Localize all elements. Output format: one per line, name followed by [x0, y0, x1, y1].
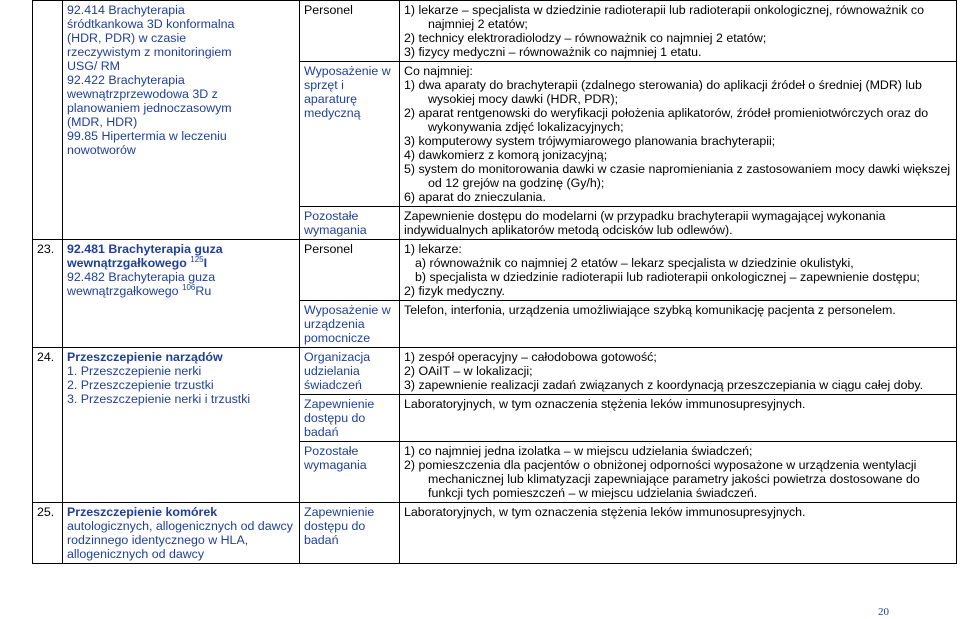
requirement-content	[400, 240, 957, 301]
procedure-line: nowotworów	[67, 143, 136, 157]
requirement-item: 2) aparat rentgenowski do weryfikacji położenia aplikatorów, źródeł promieniotwórczych oraz do wykonywania zdjęć lokalizacyjnych;	[404, 106, 929, 134]
requirement-content	[400, 442, 957, 503]
procedure-line: (HDR, PDR) w czasie	[67, 31, 187, 45]
page-number: 20	[878, 606, 889, 618]
procedure-title	[67, 242, 295, 270]
requirement-label: Pozostałe wymagania	[300, 207, 400, 240]
table-row	[33, 503, 957, 564]
requirement-item: 2) fizyk medyczny.	[404, 284, 505, 298]
procedure-description: autologicznych, allogenicznych od dawcy rodzinnego identycznego w HLA, allogenicznych od dawcy	[67, 519, 293, 561]
isotope-mass: 125	[190, 255, 204, 264]
procedure-line: śródtkankowa 3D konformalna	[67, 17, 235, 31]
requirement-label: Personel	[300, 1, 400, 62]
requirement-item: 2) technicy elektroradiolodzy – równoważnik co najmniej 2 etatów;	[404, 31, 767, 45]
requirement-item: 6) aparat do znieczulania.	[404, 190, 546, 204]
isotope-mass: 106	[182, 283, 196, 292]
requirement-intro: Co najmniej:	[404, 64, 473, 78]
procedure-line: 92.422 Brachyterapia	[67, 73, 185, 87]
isotope-symbol: I	[203, 256, 208, 270]
procedure-line: planowaniem jednoczasowym	[67, 101, 232, 115]
procedure-line: 99.85 Hipertermia w leczeniu	[67, 129, 227, 143]
procedure-item: 3. Przeszczepienie nerki i trzustki	[67, 392, 251, 406]
isotope-symbol: Ru	[195, 284, 212, 298]
requirement-item: 3) zapewnienie realizacji zadań związanych z koordynacją przeszczepiania w ciągu całej doby.	[404, 378, 924, 392]
requirement-content: Laboratoryjnych, w tym oznaczenia stężenia leków immunosupresyjnych.	[400, 395, 957, 442]
procedure-title	[67, 270, 295, 298]
requirement-content: Zapewnienie dostępu do modelarni (w przypadku brachyterapii wymagającej wykonania indywidualnych aplikatorów metodą odcisków lub odlewów).	[400, 207, 957, 240]
requirement-label: Wyposażenie w urządzenia pomocnicze	[300, 301, 400, 348]
requirement-item: 1) co najmniej jedna izolatka – w miejscu udzielania świadczeń;	[404, 444, 753, 458]
requirement-label: Organizacja udzielania świadczeń	[300, 348, 400, 395]
requirement-label: Personel	[300, 240, 400, 301]
requirement-label: Pozostałe wymagania	[300, 442, 400, 503]
requirement-item: 3) komputerowy system trójwymiarowego planowania brachyterapii;	[404, 134, 776, 148]
procedure-title: Przeszczepienie komórek	[67, 505, 218, 519]
procedure-name: 92.481 Brachyterapia guza wewnątrzgałkowego	[67, 242, 223, 270]
requirements-table	[32, 0, 957, 564]
procedure-cell	[63, 1, 300, 240]
procedure-name: 92.482 Brachyterapia guza wewnątrzgałkowego	[67, 270, 216, 298]
procedure-line: 92.414 Brachyterapia	[67, 3, 185, 17]
row-number-cell: 24.	[33, 348, 63, 503]
requirement-label: Zapewnienie dostępu do badań	[300, 395, 400, 442]
requirement-item: b) specjalista w dziedzinie radioterapii lub radioterapii onkologicznej – zapewnienie dostępu;	[415, 270, 920, 284]
requirement-item: 1) lekarze:	[404, 242, 462, 256]
requirement-item: 1) zespół operacyjny – całodobowa gotowość;	[404, 350, 657, 364]
requirement-item: a) równoważnik co najmniej 2 etatów – lekarz specjalista w dziedzinie okulistyki,	[415, 256, 854, 270]
requirement-item: 5) system do monitorowania dawki w czasie napromieniania z zastosowaniem mocy dawki większej od 12 grejów na godzinę (Gy/h);	[404, 162, 951, 190]
procedure-item: 2. Przeszczepienie trzustki	[67, 378, 214, 392]
requirement-label: Wyposażenie w sprzęt i aparaturę medyczną	[300, 62, 400, 207]
procedure-cell	[63, 348, 300, 503]
procedure-line: rzeczywistym z monitoringiem	[67, 45, 232, 59]
requirement-item: 3) fizycy medyczni – równoważnik co najmniej 1 etatu.	[404, 45, 702, 59]
requirement-content	[400, 1, 957, 62]
procedure-title: Przeszczepienie narządów	[67, 350, 223, 364]
requirement-label: Zapewnienie dostępu do badań	[300, 503, 400, 564]
procedure-line: USG/ RM	[67, 59, 121, 73]
table-row	[33, 240, 957, 301]
requirement-content: Laboratoryjnych, w tym oznaczenia stężenia leków immunosupresyjnych.	[400, 503, 957, 564]
table-row	[33, 1, 957, 62]
table-row	[33, 348, 957, 395]
row-number-cell	[33, 1, 63, 240]
procedure-item: 1. Przeszczepienie nerki	[67, 364, 202, 378]
requirement-item: 1) lekarze – specjalista w dziedzinie radioterapii lub radioterapii onkologicznej, równoważnik co najmniej 2 etatów;	[404, 3, 924, 31]
requirement-content	[400, 348, 957, 395]
requirement-item: 1) dwa aparaty do brachyterapii (zdalnego sterowania) do aplikacji źródeł o średniej (MDR) lub wysokiej mocy dawki (HDR, PDR);	[404, 78, 922, 106]
row-number-cell: 25.	[33, 503, 63, 564]
procedure-cell	[63, 240, 300, 348]
requirement-item: 2) pomieszczenia dla pacjentów o obniżonej odporności wyposażone w urządzenia wentylacji mechanicznej lub klimatyzacji zapewniające parametry jakości powietrza dostosowane do funkcji tych pomieszczeń – w miejscu udzielania świadczeń.	[404, 458, 920, 500]
procedure-cell	[63, 503, 300, 564]
requirement-item: 2) OAiIT – w lokalizacji;	[404, 364, 533, 378]
row-number-cell: 23.	[33, 240, 63, 348]
procedure-line: (MDR, HDR)	[67, 115, 138, 129]
requirement-content: Telefon, interfonia, urządzenia umożliwiające szybką komunikację pacjenta z personelem.	[400, 301, 957, 348]
requirement-content	[400, 62, 957, 207]
requirement-item: 4) dawkomierz z komorą jonizacyjną;	[404, 148, 608, 162]
procedure-line: wewnątrzprzewodowa 3D z	[67, 87, 218, 101]
